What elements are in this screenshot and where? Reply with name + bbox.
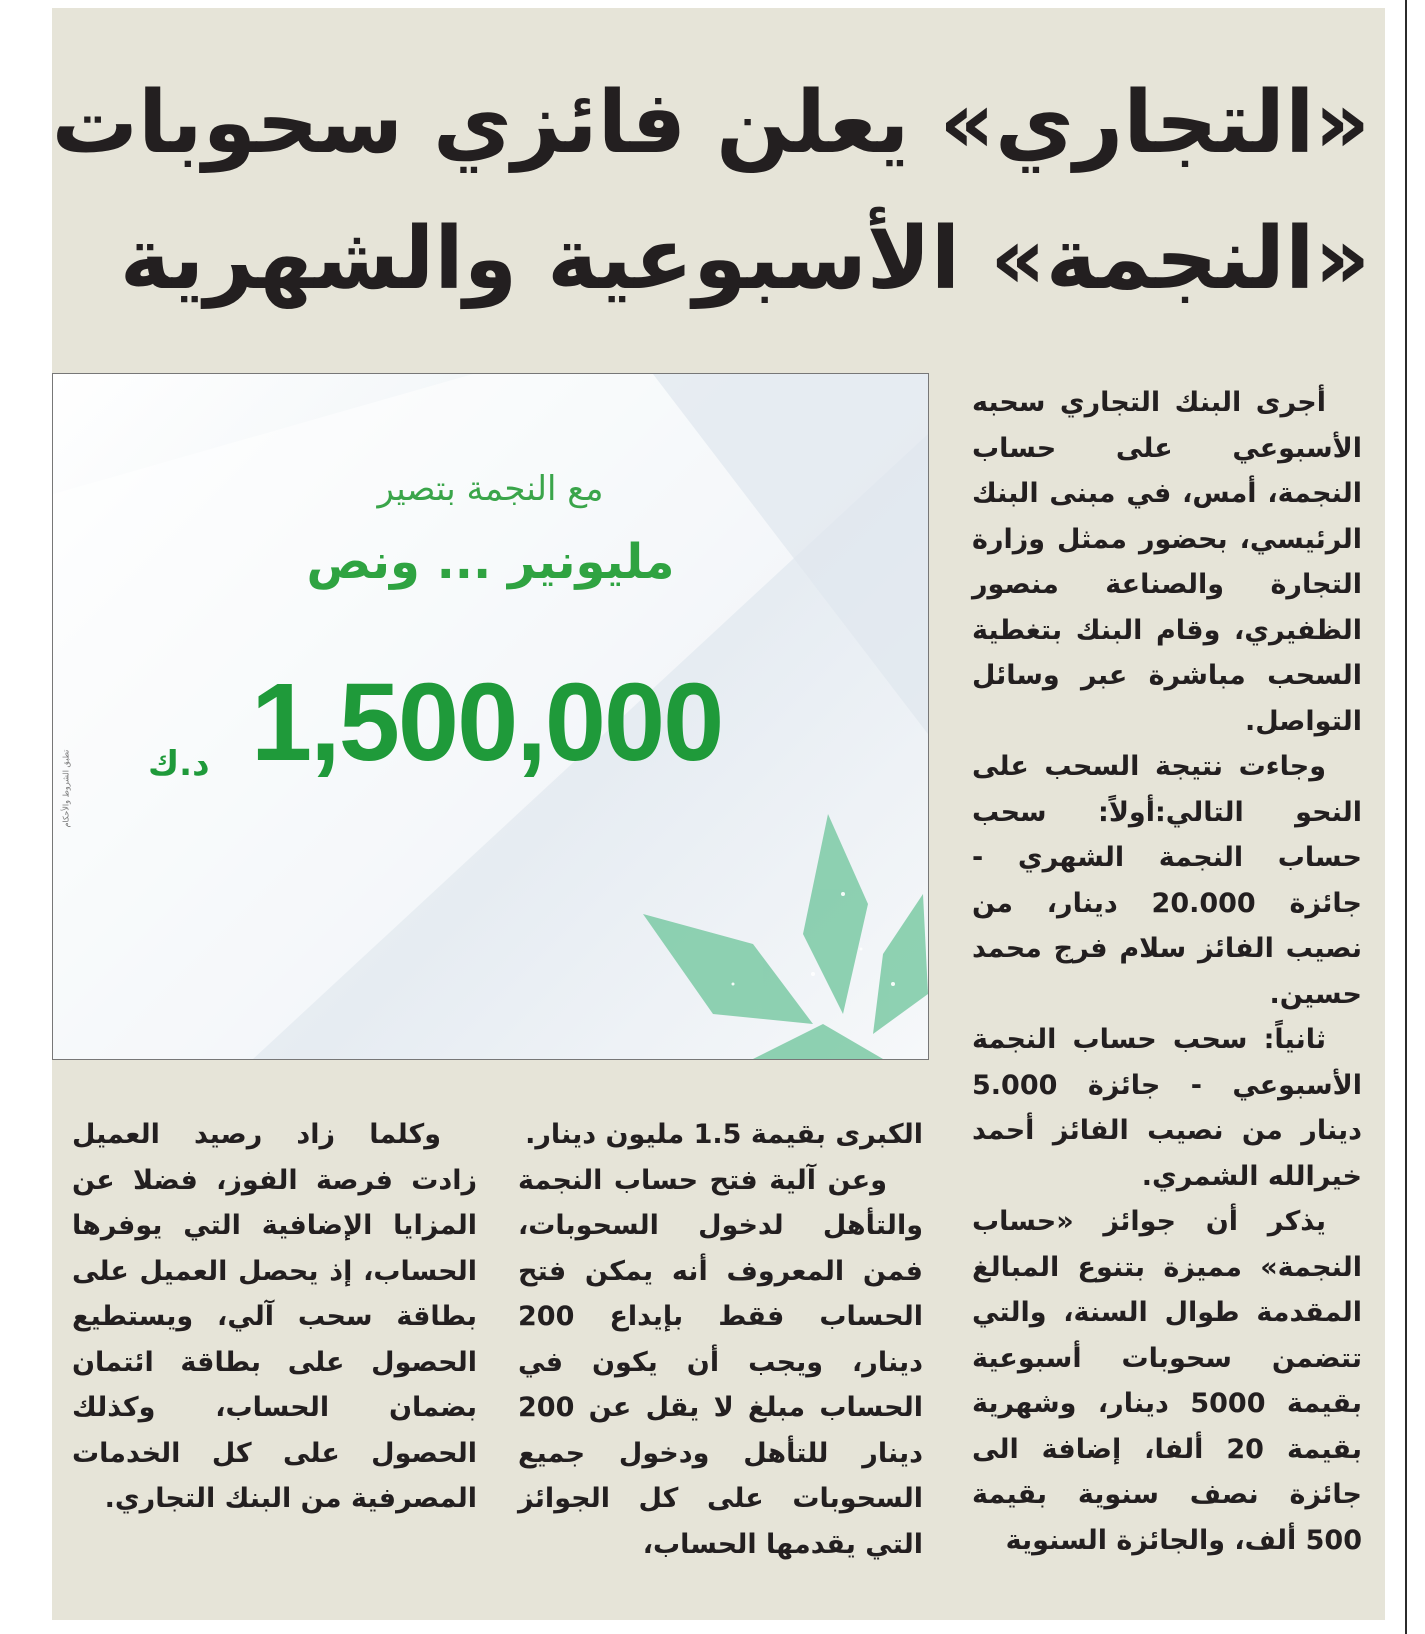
paragraph: وكلما زاد رصيد العميل زادت فرصة الفوز، فضلا عن المزايا الإضافية التي يوفرها الحساب، إذ يحصل العميل على بطاقة سحب آلي، ويستطيع الحصول على بطاقة ائتمان بضمان الحساب، وكذلك الحصول على كل الخدمات المصرفية من البنك التجاري. bbox=[72, 1119, 477, 1514]
paragraph: وعن آلية فتح حساب النجمة والتأهل لدخول السحوبات، فمن المعروف أنه يمكن فتح الحساب فقط بإيداع 200 دينار، ويجب أن يكون في الحساب مبلغ لا يقل عن 200 دينار للتأهل ودخول جميع السحوبات على كل الجوائز التي يقدمها الحساب، bbox=[518, 1164, 923, 1560]
ad-slogan: مليونير ... ونص bbox=[306, 534, 675, 590]
currency-label: د.ك bbox=[148, 744, 210, 784]
prize-amount: 1,500,000 bbox=[251, 661, 723, 784]
paragraph: ثانياً: سحب حساب النجمة الأسبوعي - جائزة 5.000 دينار من نصيب الفائز أحمد خيرالله الشمري. bbox=[972, 1024, 1362, 1192]
article-column-2 bbox=[518, 1112, 923, 1567]
paragraph: الكبرى بقيمة 1.5 مليون دينار. bbox=[525, 1119, 923, 1150]
star-leaf-icon bbox=[643, 814, 928, 1059]
headline-line-2: «النجمة» الأسبوعية والشهرية bbox=[119, 209, 1370, 309]
advertisement-image bbox=[52, 373, 929, 1060]
paragraph: أجرى البنك التجاري سحبه الأسبوعي على حساب النجمة، أمس، في مبنى البنك الرئيسي، بحضور ممثل وزارة التجارة والصناعة منصور الظفيري، وقام البنك بتغطية السحب مباشرة عبر وسائل التواصل. bbox=[972, 387, 1362, 737]
paragraph: وجاءت نتيجة السحب على النحو التالي:أولاً: سحب حساب النجمة الشهري - جائزة 20.000 دينار، من نصيب الفائز سلام فرج محمد حسين. bbox=[972, 751, 1362, 1010]
ad-tagline: مع النجمة بتصير bbox=[377, 469, 604, 509]
paragraph: يذكر أن جوائز «حساب النجمة» مميزة بتنوع المبالغ المقدمة طوال السنة، والتي تتضمن سحوبات أسبوعية بقيمة 5000 دينار، وشهرية بقيمة 20 ألفا، إضافة الى جائزة نصف سنوية بقيمة 500 ألف، والجائزة السنوية bbox=[972, 1206, 1363, 1556]
column-rule bbox=[1405, 0, 1407, 1634]
headline-line-1: «التجاري» يعلن فائزي سحوبات bbox=[51, 73, 1370, 173]
article-column-3 bbox=[72, 1112, 477, 1522]
article-column-1 bbox=[972, 380, 1362, 1563]
ad-fine-print: تطبق الشروط والأحكام bbox=[61, 749, 71, 828]
headline bbox=[51, 55, 1370, 327]
